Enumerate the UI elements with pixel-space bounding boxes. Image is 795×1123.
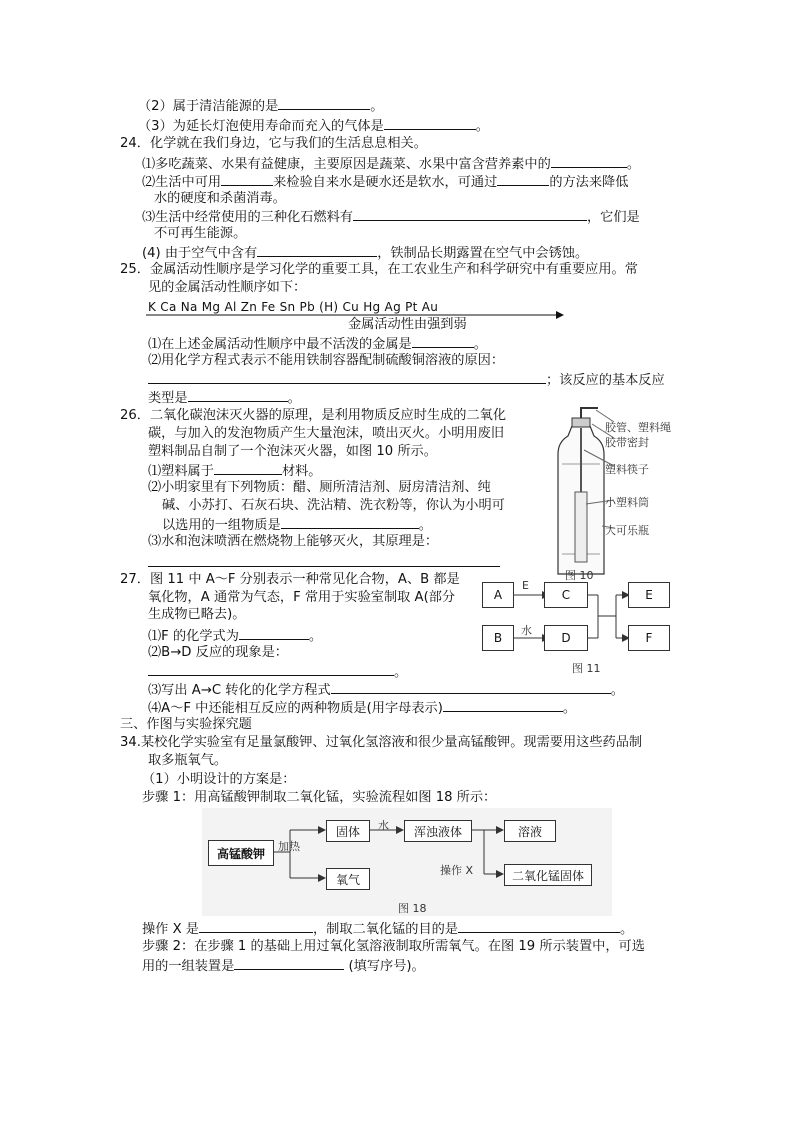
fig10-label-chopstick: 塑料筷子 [605,463,649,476]
fig10-label-tape: 胶带密封 [605,436,649,449]
q25-2: ⑵用化学方程式表示不能用铁制容器配制硫酸铜溶液的原因： [148,353,505,368]
fig11-box-c: C [544,582,588,608]
q24-3: ⑶生活中经常使用的三种化石燃料有 ，它们是 [142,207,640,226]
q27-3: ⑶写出 A→C 转化的化学方程式 。 [148,680,624,699]
q24-3-cont: 不可再生能源。 [154,226,247,241]
fig18-box-mno2: 二氧化锰固体 [504,864,592,886]
q26-1: ⑴塑料属于 材料。 [148,461,322,480]
q23-2: （2）属于清洁能源的是 。 [138,96,383,115]
fig10-label-bottle: 大可乐瓶 [605,524,649,537]
q26-stem: 26．二氧化碳泡沫灭火器的原理，是利用物质反应时生成的二氧化 [120,408,507,423]
fig11-label-water: 水 [521,624,532,637]
fig10-label-hose: 胶管、塑料绳 [605,421,671,434]
fig18-caption: 图 18 [398,902,427,915]
fig11-box-b: B [482,625,514,651]
fig10-label-tube: 小塑料筒 [605,496,649,509]
fig10-caption: 图 10 [565,569,594,582]
q24-1: ⑴多吃蔬菜、水果有益健康，主要原因是蔬菜、水果中富含营养素中的 。 [142,154,640,173]
q24-4: (4) 由于空气中含有 ，铁制品长期露置在空气中会锈蚀。 [142,243,588,262]
q25-stem: 25．金属活动性顺序是学习化学的重要工具，在工农业生产和科学研究中有重要应用。常 [120,262,638,277]
fig18-box-solid: 固体 [326,820,370,842]
q26-3-answer [148,553,500,572]
q23-3: （3）为延长灯泡使用寿命而充入的气体是 。 [138,116,489,135]
fig18-label-op-x: 操作 X [440,864,474,877]
q24-stem: 24．化学就在我们身边，它与我们的生活息息相关。 [120,136,427,151]
q27-2: ⑵B→D 反应的现象是： [148,645,288,660]
fig18-box-turbid: 浑浊液体 [404,820,472,842]
q26-stem-2: 碳，与加入的发泡物质产生大量泡沫，喷出灭火。小明用废旧 [148,426,505,441]
q26-2-cont: 碱、小苏打、石灰石块、洗沾精、洗衣粉等，你认为小明可 [162,498,505,513]
q26-2: ⑵小明家里有下列物质：醋、厕所清洁剂、厨房清洁剂、纯 [148,480,491,495]
q24-2: ⑵生活中可用 来检验自来水是硬水还是软水，可通过 的方法来降低 [142,172,628,191]
q27-stem: 27．图 11 中 A～F 分别表示一种常见化合物，A、B 都是 [120,572,460,587]
q26-2-answer: 以选用的一组物质是 。 [162,515,432,534]
q34-step2: 步骤 2：在步骤 1 的基础上用过氧化氢溶液制取所需氧气。在图 19 所示装置中，可选 [142,939,645,954]
q24-2-cont: 水的硬度和杀菌消毒。 [154,191,286,206]
q27-1: ⑴F 的化学式为 。 [148,626,322,645]
q27-2-answer: 。 [148,662,407,681]
fig11-box-f: F [628,625,670,651]
q27-stem-2: 氧化物，A 通常为气态，F 常用于实验室制取 A(部分 [148,590,456,605]
metal-activity-series: K Ca Na Mg Al Zn Fe Sn Pb (H) Cu Hg Ag Pt Au [148,300,439,314]
fig11-box-e: E [628,582,670,608]
activity-caption: 金属活动性由强到弱 [348,317,467,332]
q26-stem-3: 塑料制品自制了一个泡沫灭火器，如图 10 所示。 [148,444,437,459]
q34-op-x: 操作 X 是 ，制取二氧化锰的目的是 。 [142,919,633,938]
q25-stem-cont: 见的金属活动性顺序如下： [148,280,307,295]
q34-1: （1）小明设计的方案是： [142,772,296,787]
q34-stem-2: 取多瓶氧气。 [148,753,228,768]
q27-4: ⑷A～F 中还能相互反应的两种物质是(用字母表示) 。 [148,698,576,717]
q34-step2-answer: 用的一组装置是 (填写序号)。 [142,956,425,975]
q26-3: ⑶水和泡沫喷洒在燃烧物上能够灭火，其原理是： [148,534,439,549]
q27-stem-3: 生成物已略去)。 [148,607,246,622]
fig18-box-kmno4: 高锰酸钾 [208,840,274,866]
fig11-caption: 图 11 [572,662,601,675]
q34-step1: 步骤 1：用高锰酸钾制取二氧化锰，实验流程如图 18 所示： [142,790,497,805]
q25-2-type: 类型是 。 [148,388,301,407]
q25-1: ⑴在上述金属活动性顺序中最不活泼的金属是 。 [148,334,487,353]
fig11-box-d: D [544,625,588,651]
fig18-label-water: 水 [378,819,389,832]
q25-2-answer: ；该反应的基本反应 [148,370,665,389]
section-3-title: 三、作图与实验探究题 [120,717,252,732]
fig18-label-heat: 加热 [278,840,300,853]
q34-stem: 34.某校化学实验室有足量氯酸钾、过氧化氢溶液和很少量高锰酸钾。现需要用这些药品制 [120,735,643,750]
fig11-label-e: E [522,579,529,592]
fig18-box-oxygen: 氧气 [326,868,370,890]
fig11-box-a: A [482,582,514,608]
fig18-box-solution: 溶液 [504,820,556,842]
